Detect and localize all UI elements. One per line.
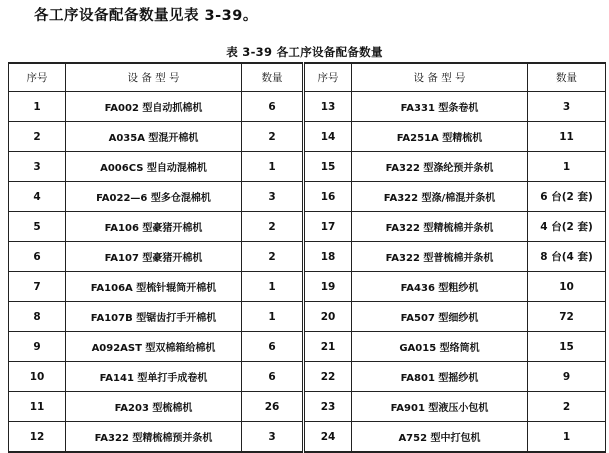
equipment-model-cell: FA801 型摇纱机: [352, 362, 528, 392]
table-row: [9, 92, 606, 122]
quantity-cell: 2: [242, 212, 304, 242]
equipment-model-cell: FA141 型单打手成卷机: [66, 362, 242, 392]
quantity-cell: 3: [242, 422, 304, 453]
quantity-cell: 3: [528, 92, 606, 122]
row-number-cell: 23: [304, 392, 352, 422]
equipment-model-cell: GA015 型络筒机: [352, 332, 528, 362]
quantity-cell: 15: [528, 332, 606, 362]
header-no: 序号: [304, 63, 352, 92]
header-model: 设 备 型 号: [352, 63, 528, 92]
quantity-cell: 72: [528, 302, 606, 332]
quantity-cell: 2: [242, 242, 304, 272]
equipment-model-cell: FA901 型液压小包机: [352, 392, 528, 422]
row-number-cell: 10: [9, 362, 66, 392]
table-header-row: [9, 63, 606, 92]
row-number-cell: 3: [9, 152, 66, 182]
equipment-model-cell: FA022—6 型多仓混棉机: [66, 182, 242, 212]
equipment-model-cell: FA322 型涤/棉混并条机: [352, 182, 528, 212]
table-caption: 表 3-39 各工序设备配备数量: [226, 45, 383, 59]
equipment-model-cell: FA107B 型锯齿打手开棉机: [66, 302, 242, 332]
equipment-model-cell: FA106 型豪猪开棉机: [66, 212, 242, 242]
table-row: [9, 242, 606, 272]
quantity-cell: 1: [242, 272, 304, 302]
table-row: [9, 122, 606, 152]
equipment-model-cell: A752 型中打包机: [352, 422, 528, 453]
table-row: [9, 152, 606, 182]
equipment-model-cell: FA002 型自动抓棉机: [66, 92, 242, 122]
equipment-table: [8, 62, 606, 453]
row-number-cell: 1: [9, 92, 66, 122]
row-number-cell: 11: [9, 392, 66, 422]
equipment-model-cell: FA203 型梳棉机: [66, 392, 242, 422]
equipment-model-cell: A006CS 型自动混棉机: [66, 152, 242, 182]
quantity-cell: 11: [528, 122, 606, 152]
equipment-model-cell: FA331 型条卷机: [352, 92, 528, 122]
table-row: [9, 212, 606, 242]
quantity-cell: 6 台(2 套): [528, 182, 606, 212]
quantity-cell: 2: [242, 122, 304, 152]
quantity-cell: 6: [242, 362, 304, 392]
row-number-cell: 19: [304, 272, 352, 302]
equipment-model-cell: FA507 型细纱机: [352, 302, 528, 332]
row-number-cell: 13: [304, 92, 352, 122]
row-number-cell: 20: [304, 302, 352, 332]
row-number-cell: 15: [304, 152, 352, 182]
row-number-cell: 2: [9, 122, 66, 152]
quantity-cell: 3: [242, 182, 304, 212]
quantity-cell: 1: [242, 152, 304, 182]
table-row: [9, 332, 606, 362]
equipment-model-cell: FA107 型豪猪开棉机: [66, 242, 242, 272]
header-qty: 数量: [242, 63, 304, 92]
intro-text: 各工序设备配备数量见表 3-39。: [34, 8, 258, 24]
quantity-cell: 1: [528, 152, 606, 182]
header-qty: 数量: [528, 63, 606, 92]
row-number-cell: 8: [9, 302, 66, 332]
header-model: 设 备 型 号: [66, 63, 242, 92]
header-no: 序号: [9, 63, 66, 92]
quantity-cell: 6: [242, 92, 304, 122]
equipment-model-cell: A092AST 型双棉箱给棉机: [66, 332, 242, 362]
table-row: [9, 392, 606, 422]
equipment-model-cell: FA322 型涤纶预并条机: [352, 152, 528, 182]
quantity-cell: 9: [528, 362, 606, 392]
quantity-cell: 2: [528, 392, 606, 422]
quantity-cell: 6: [242, 332, 304, 362]
row-number-cell: 14: [304, 122, 352, 152]
quantity-cell: 1: [242, 302, 304, 332]
equipment-model-cell: FA322 型精梳棉预并条机: [66, 422, 242, 453]
row-number-cell: 12: [9, 422, 66, 453]
quantity-cell: 4 台(2 套): [528, 212, 606, 242]
row-number-cell: 21: [304, 332, 352, 362]
quantity-cell: 10: [528, 272, 606, 302]
row-number-cell: 4: [9, 182, 66, 212]
row-number-cell: 6: [9, 242, 66, 272]
row-number-cell: 9: [9, 332, 66, 362]
table-row: [9, 422, 606, 453]
quantity-cell: 1: [528, 422, 606, 453]
row-number-cell: 22: [304, 362, 352, 392]
row-number-cell: 18: [304, 242, 352, 272]
row-number-cell: 17: [304, 212, 352, 242]
table-row: [9, 182, 606, 212]
equipment-model-cell: FA436 型粗纱机: [352, 272, 528, 302]
table-row: [9, 272, 606, 302]
row-number-cell: 16: [304, 182, 352, 212]
quantity-cell: 8 台(4 套): [528, 242, 606, 272]
equipment-model-cell: FA322 型精梳棉并条机: [352, 212, 528, 242]
equipment-model-cell: FA106A 型梳针辊筒开棉机: [66, 272, 242, 302]
table-row: [9, 302, 606, 332]
quantity-cell: 26: [242, 392, 304, 422]
equipment-model-cell: A035A 型混开棉机: [66, 122, 242, 152]
equipment-model-cell: FA322 型普梳棉并条机: [352, 242, 528, 272]
row-number-cell: 7: [9, 272, 66, 302]
row-number-cell: 5: [9, 212, 66, 242]
table-row: [9, 362, 606, 392]
row-number-cell: 24: [304, 422, 352, 453]
equipment-model-cell: FA251A 型精梳机: [352, 122, 528, 152]
